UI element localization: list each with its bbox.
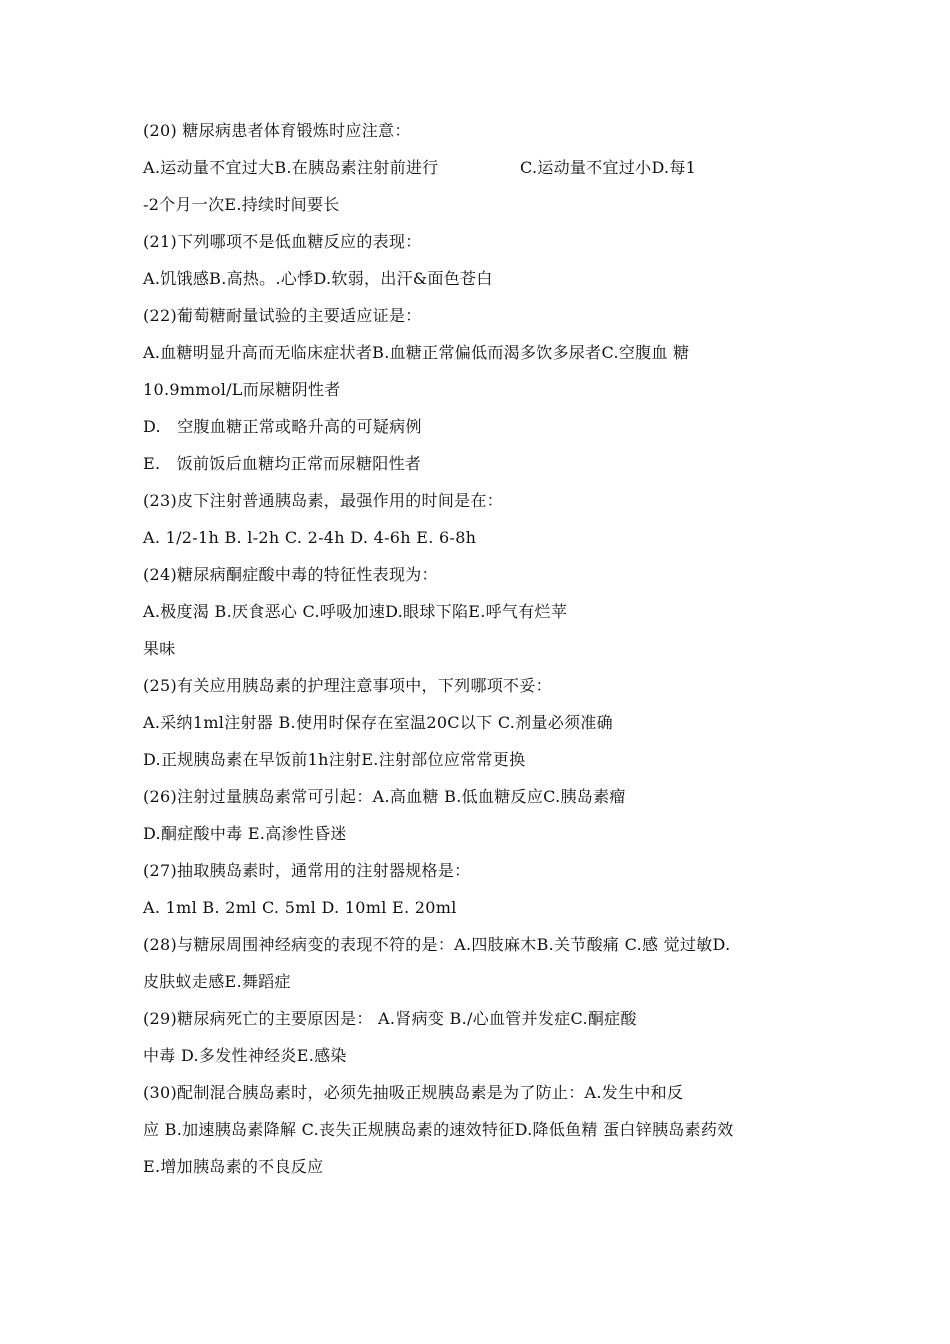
question-23-stem: (23)皮下注射普通胰岛素，最强作用的时间是在： — [143, 491, 504, 510]
question-30-option-e: E.增加胰岛素的不良反应 — [143, 1157, 324, 1176]
question-30-stem: (30)配制混合胰岛素时，必须先抽吸正规胰岛素是为了防止：A.发生中和反 — [143, 1083, 684, 1102]
question-29-options-cont: 中毒 D.多发性神经炎E.感染 — [143, 1046, 347, 1065]
question-20-stem: (20) 糖尿病患者体育锻炼时应注意： — [143, 121, 411, 140]
question-20-options-cont: -2个月一次E.持续时间要长 — [143, 195, 340, 214]
question-24-options: A.极度渴 B.厌食恶心 C.呼吸加速D.眼球下陷E.呼气有烂苹 — [143, 602, 568, 621]
question-22-option-e: E. 饭前饭后血糖均正常而尿糖阳性者 — [143, 454, 422, 473]
question-25-options-cont: D.正规胰岛素在早饭前1h注射E.注射部位应常常更换 — [143, 750, 526, 769]
question-22-options-cont: 10.9mmol/L而尿糖阴性者 — [143, 380, 341, 399]
question-22-options: A.血糖明显升高而无临床症状者B.血糖正常偏低而渴多饮多尿者C.空腹血 糖 — [143, 343, 690, 362]
question-22-option-d: D. 空腹血糖正常或略升高的可疑病例 — [143, 417, 422, 436]
question-27-stem: (27)抽取胰岛素时，通常用的注射器规格是： — [143, 861, 471, 880]
question-21-stem: (21)下列哪项不是低血糖反应的表现： — [143, 232, 422, 251]
question-30-options-cont: 应 B.加速胰岛素降解 C.丧失正规胰岛素的速效特征D.降低鱼精 蛋白锌胰岛素药效 — [143, 1120, 734, 1139]
question-29-stem: (29)糖尿病死亡的主要原因是： A.肾病变 B./心血管并发症C.酮症酸 — [143, 1009, 637, 1028]
question-21-options: A.饥饿感B.高热。.心悸D.软弱，出汗&面色苍白 — [143, 269, 493, 288]
question-28-stem: (28)与糖尿周围神经病变的表现不符的是：A.四肢麻木B.关节酸痛 C.感 觉过敏D. — [143, 935, 731, 954]
question-25-options: A.采纳1ml注射器 B.使用时保存在室温20C以下 C.剂量必须准确 — [143, 713, 613, 732]
question-23-options: A. 1/2-1h B. l-2h C. 2-4h D. 4-6h E. 6-8h — [143, 528, 477, 547]
question-28-options-cont: 皮肤蚁走感E.舞蹈症 — [143, 972, 291, 991]
document-body — [143, 112, 823, 1185]
question-26-stem: (26)注射过量胰岛素常可引起：A.高血糖 B.低血糖反应C.胰岛素瘤 — [143, 787, 626, 806]
question-22-stem: (22)葡萄糖耐量试验的主要适应证是： — [143, 306, 422, 325]
question-25-stem: (25)有关应用胰岛素的护理注意事项中，下列哪项不妥： — [143, 676, 552, 695]
question-20-options: A.运动量不宜过大B.在胰岛素注射前进行 C.运动量不宜过小D.每1 — [143, 158, 697, 177]
question-26-options-cont: D.酮症酸中毒 E.高渗性昏迷 — [143, 824, 347, 843]
question-24-options-cont: 果味 — [143, 639, 176, 658]
question-27-options: A. 1ml B. 2ml C. 5ml D. 10ml E. 20ml — [143, 898, 457, 917]
question-24-stem: (24)糖尿病酮症酸中毒的特征性表现为： — [143, 565, 438, 584]
